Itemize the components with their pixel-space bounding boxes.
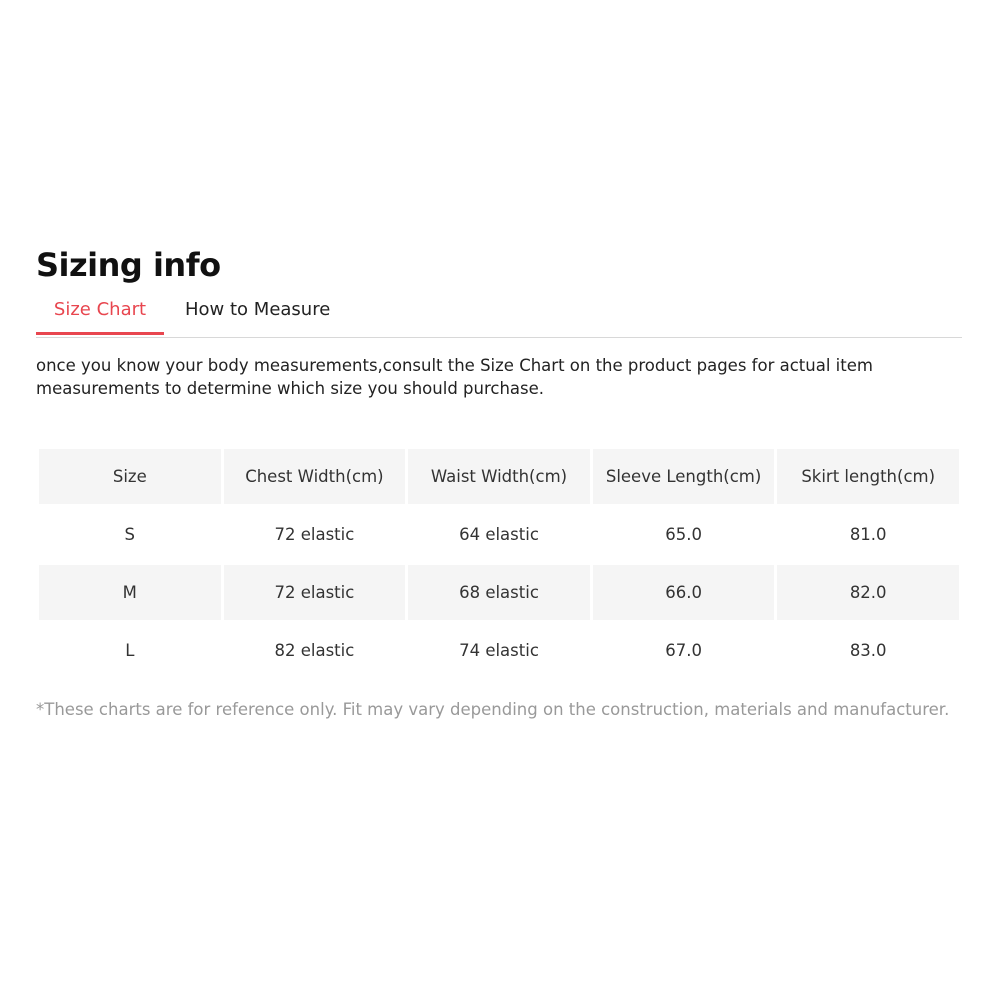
table-cell: 82 elastic <box>224 623 406 678</box>
intro-text <box>36 354 936 400</box>
intro-line-2: measurements to determine which size you should purchase. <box>36 379 545 398</box>
table-cell: 72 elastic <box>224 507 406 562</box>
size-chart-table <box>36 446 962 681</box>
column-header-chest-width: Chest Width(cm) <box>224 449 406 504</box>
table-cell: 67.0 <box>593 623 775 678</box>
table-row <box>39 565 959 620</box>
table-cell: L <box>39 623 221 678</box>
table-header-row <box>39 449 959 504</box>
table-cell: M <box>39 565 221 620</box>
table-cell: 82.0 <box>777 565 959 620</box>
column-header-size: Size <box>39 449 221 504</box>
table-cell: 81.0 <box>777 507 959 562</box>
tab-size-chart[interactable]: Size Chart <box>36 292 164 335</box>
table-cell: 64 elastic <box>408 507 590 562</box>
table-cell: 68 elastic <box>408 565 590 620</box>
table-cell: 66.0 <box>593 565 775 620</box>
table-cell: 72 elastic <box>224 565 406 620</box>
table-cell: 83.0 <box>777 623 959 678</box>
column-header-sleeve-length: Sleeve Length(cm) <box>593 449 775 504</box>
intro-line-1: once you know your body measurements,consult the Size Chart on the product pages for actual item <box>36 356 873 375</box>
column-header-waist-width: Waist Width(cm) <box>408 449 590 504</box>
table-cell: S <box>39 507 221 562</box>
column-header-skirt-length: Skirt length(cm) <box>777 449 959 504</box>
table-cell: 74 elastic <box>408 623 590 678</box>
table-cell: 65.0 <box>593 507 775 562</box>
tab-how-to-measure[interactable]: How to Measure <box>185 299 331 320</box>
disclaimer-footnote: *These charts are for reference only. Fit may vary depending on the construction, materials and manufacturer. <box>36 700 950 719</box>
table-row <box>39 507 959 562</box>
table-row <box>39 623 959 678</box>
tab-bar <box>36 292 962 338</box>
page-title: Sizing info <box>36 246 221 284</box>
